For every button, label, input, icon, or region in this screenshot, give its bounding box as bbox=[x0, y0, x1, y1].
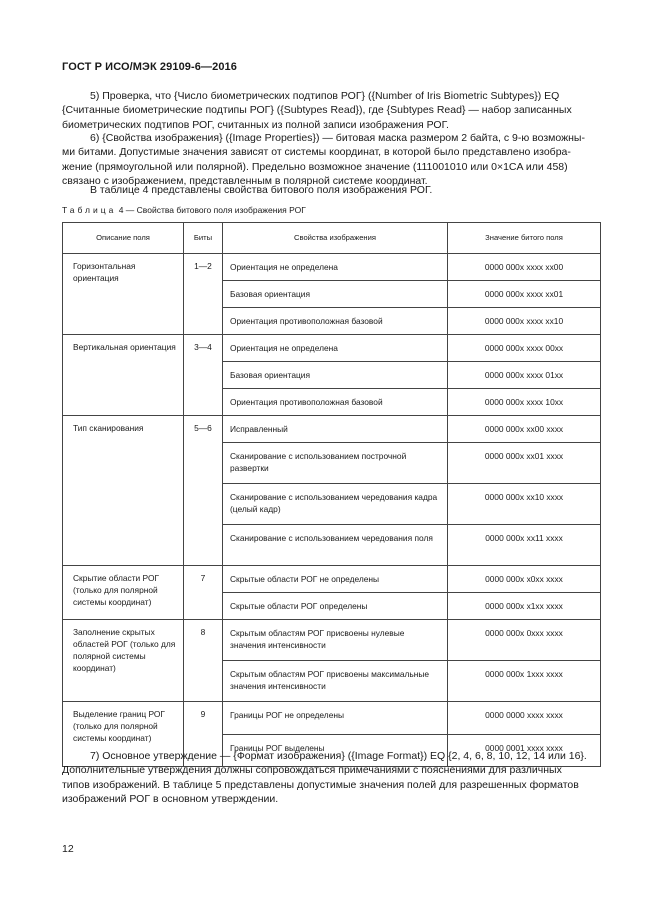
property-cell: Скрытым областям РОГ присвоены максимальные значения интенсивности bbox=[223, 661, 448, 702]
table-row bbox=[63, 254, 601, 281]
paragraph-item-6 bbox=[62, 131, 600, 189]
property-cell: Ориентация противоположная базовой bbox=[223, 308, 448, 335]
property-cell: Скрытые области РОГ не определены bbox=[223, 566, 448, 593]
property-cell: Границы РОГ не определены bbox=[223, 702, 448, 735]
value-cell: 0000 000x xxxx xx00 bbox=[448, 254, 601, 281]
table-header-row bbox=[63, 223, 601, 254]
property-cell: Скрытым областям РОГ присвоены нулевые значения интенсивности bbox=[223, 620, 448, 661]
paragraph-line: 5) Проверка, что {Число биометрических подтипов РОГ} ({Number of Iris Biometric Subtypes}) EQ bbox=[90, 90, 560, 102]
value-cell: 0000 000x xx01 xxxx bbox=[448, 443, 601, 484]
value-cell: 0000 000x xxxx xx01 bbox=[448, 281, 601, 308]
value-cell: 0000 000x xx11 xxxx bbox=[448, 525, 601, 566]
header-value: Значение битого поля bbox=[448, 223, 601, 254]
value-cell: 0000 000x xxxx 00xx bbox=[448, 335, 601, 362]
property-cell: Ориентация не определена bbox=[223, 254, 448, 281]
property-cell: Ориентация противоположная базовой bbox=[223, 389, 448, 416]
paragraph-line: изображений РОГ в основном утверждении. bbox=[62, 793, 279, 806]
header-description: Описание поля bbox=[63, 223, 184, 254]
field-bits: 8 bbox=[184, 620, 223, 702]
value-cell: 0000 000x x0xx xxxx bbox=[448, 566, 601, 593]
property-cell: Сканирование с использованием построчной развертки bbox=[223, 443, 448, 484]
field-description: Скрытие области РОГ (только для полярной системы координат) bbox=[63, 566, 184, 620]
document-header: ГОСТ Р ИСО/МЭК 29109-6—2016 bbox=[62, 61, 237, 73]
property-cell: Базовая ориентация bbox=[223, 281, 448, 308]
field-description: Горизонтальная ориентация bbox=[63, 254, 184, 335]
table-row bbox=[63, 620, 601, 661]
property-cell: Скрытые области РОГ определены bbox=[223, 593, 448, 620]
paragraph-line: ми битами. Допустимые значения зависят от системы координат, в которой было представлено изобра- bbox=[62, 146, 571, 159]
header-properties: Свойства изображения bbox=[223, 223, 448, 254]
paragraph-item-7 bbox=[62, 749, 600, 807]
property-cell: Сканирование с использованием чередования кадра (целый кадр) bbox=[223, 484, 448, 525]
paragraph-line: В таблице 4 представлены свойства битового поля изображения РОГ. bbox=[90, 184, 433, 196]
paragraph-line: типов изображений. В таблице 5 представлены допустимые значения полей для разрешенных форматов bbox=[62, 778, 579, 791]
field-description: Тип сканирования bbox=[63, 416, 184, 566]
header-bits: Биты bbox=[184, 223, 223, 254]
value-cell: 0000 000x xx00 xxxx bbox=[448, 416, 601, 443]
paragraph-line: Дополнительные утверждения должны сопровождаться примечаниями с пояснениями для различных bbox=[62, 764, 562, 777]
table-row bbox=[63, 335, 601, 362]
property-cell: Исправленный bbox=[223, 416, 448, 443]
field-bits: 3—4 bbox=[184, 335, 223, 416]
paragraph-line: 6) {Свойства изображения} ({Image Properties}) — битовая маска размером 2 байта, с 9-ю возможны- bbox=[90, 132, 585, 144]
bit-field-table bbox=[62, 222, 601, 767]
value-cell: 0000 000x xx10 xxxx bbox=[448, 484, 601, 525]
value-cell: 0000 000x x1xx xxxx bbox=[448, 593, 601, 620]
field-description: Вертикальная ориентация bbox=[63, 335, 184, 416]
field-bits: 7 bbox=[184, 566, 223, 620]
field-bits: 9 bbox=[184, 702, 223, 767]
table-row bbox=[63, 702, 601, 735]
field-bits: 5—6 bbox=[184, 416, 223, 566]
paragraph-line: {Считанные биометрические подтипы РОГ} ({Subtypes Read}), где {Subtypes Read} — набор записанных bbox=[62, 104, 572, 117]
paragraph-item-5 bbox=[62, 89, 600, 132]
property-cell: Ориентация не определена bbox=[223, 335, 448, 362]
field-description: Заполнение скрытых областей РОГ (только для полярной системы координат) bbox=[63, 620, 184, 702]
field-bits: 1—2 bbox=[184, 254, 223, 335]
property-cell: Границы РОГ выделены bbox=[223, 734, 448, 767]
table-row bbox=[63, 566, 601, 593]
table-caption-label: Таблица bbox=[62, 205, 117, 215]
value-cell: 0000 0000 xxxx xxxx bbox=[448, 702, 601, 735]
paragraph-line: биометрических подтипов РОГ, считанных из полной записи изображения РОГ. bbox=[62, 118, 449, 131]
value-cell: 0000 0001 xxxx xxxx bbox=[448, 734, 601, 767]
property-cell: Базовая ориентация bbox=[223, 362, 448, 389]
property-cell: Сканирование с использованием чередования поля bbox=[223, 525, 448, 566]
value-cell: 0000 000x xxxx xx10 bbox=[448, 308, 601, 335]
paragraph-line: 7) Основное утверждение — {Формат изображения} ({Image Format}) EQ {2, 4, 6, 8, 10, 12, 14 или 16}. bbox=[90, 750, 587, 762]
table-caption-text: 4 — Свойства битового поля изображения РОГ bbox=[118, 205, 306, 215]
value-cell: 0000 000x xxxx 10xx bbox=[448, 389, 601, 416]
table-caption bbox=[62, 205, 306, 215]
field-description: Выделение границ РОГ (только для полярной системы координат) bbox=[63, 702, 184, 767]
value-cell: 0000 000x 0xxx xxxx bbox=[448, 620, 601, 661]
table-row bbox=[63, 416, 601, 443]
paragraph-line: жение (прямоугольной или полярной). Предельно возможное значение (111001010 или 0×1CA или 458) bbox=[62, 160, 568, 173]
paragraph-table-intro bbox=[62, 183, 600, 197]
paragraph-line: связано с изображением, представленным в полярной системе координат. bbox=[62, 175, 428, 188]
value-cell: 0000 000x xxxx 01xx bbox=[448, 362, 601, 389]
page-number: 12 bbox=[62, 843, 74, 855]
value-cell: 0000 000x 1xxx xxxx bbox=[448, 661, 601, 702]
